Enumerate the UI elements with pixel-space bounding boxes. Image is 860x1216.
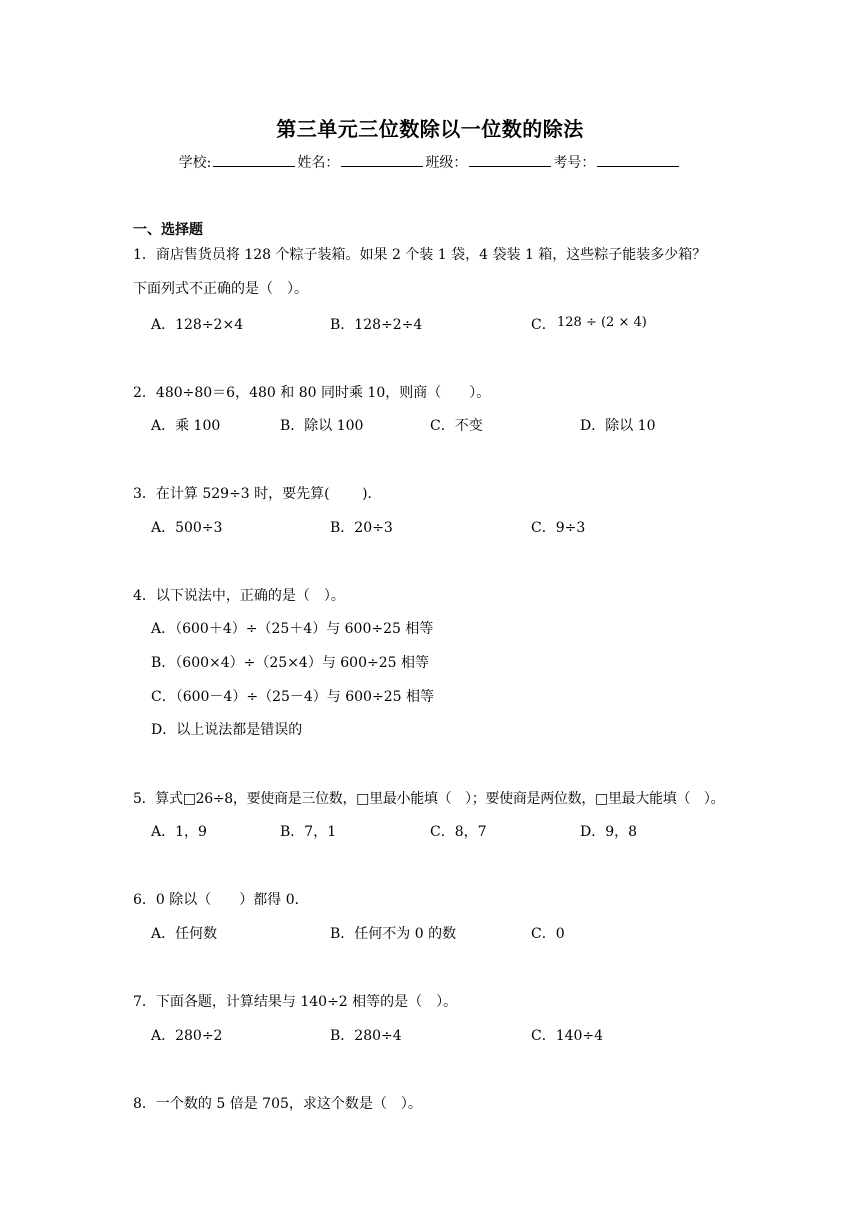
question-6-stem: 6．0 除以（ ）都得 0． bbox=[133, 892, 309, 908]
question-4-option-a: A．（600＋4）÷（25＋4）与 600÷25 相等 bbox=[151, 621, 434, 637]
question-5-option-d: D．9，8 bbox=[580, 824, 638, 840]
question-4-option-c: C．（600－4）÷（25－4）与 600÷25 相等 bbox=[151, 689, 434, 705]
question-3-stem: 3．在计算 529÷3 时，要先算( )． bbox=[133, 486, 382, 502]
name-label: 姓名： bbox=[297, 155, 340, 171]
question-1-option-b: B．128÷2÷4 bbox=[330, 317, 423, 333]
class-blank bbox=[469, 152, 551, 167]
question-3-option-a: A．500÷3 bbox=[151, 520, 223, 536]
question-6-option-c: C．0 bbox=[531, 926, 565, 942]
question-1-option-c-formula: 128 ÷ (2 × 4) bbox=[557, 315, 647, 330]
question-2-stem: 2．480÷80＝6，480 和 80 同时乘 10，则商（ ）。 bbox=[133, 385, 491, 401]
question-2-option-c: C．不变 bbox=[430, 418, 483, 434]
question-5-stem: 5．算式□26÷8，要使商是三位数，□里最小能填（ ）；要使商是两位数，□里最大能填（ ）。 bbox=[133, 791, 725, 807]
question-1-option-a: A．128÷2×4 bbox=[151, 317, 244, 333]
question-1-option-c: C． bbox=[531, 317, 556, 333]
question-5-option-c: C．8，7 bbox=[430, 824, 487, 840]
question-8-stem: 8．一个数的 5 倍是 705，求这个数是（ ）。 bbox=[133, 1096, 422, 1112]
question-3-option-b: B．20÷3 bbox=[330, 520, 393, 536]
question-4-option-b: B．（600×4）÷（25×4）与 600÷25 相等 bbox=[151, 655, 429, 671]
section-title: 一、选择题 bbox=[133, 222, 203, 238]
question-2-option-a: A．乘 100 bbox=[151, 418, 221, 434]
question-7-option-c: C．140÷4 bbox=[531, 1028, 604, 1044]
school-label: 学校: bbox=[178, 155, 212, 171]
question-4-stem: 4．以下说法中，正确的是（ ）。 bbox=[133, 588, 345, 604]
school-blank bbox=[213, 152, 295, 167]
question-6-option-b: B．任何不为 0 的数 bbox=[330, 926, 457, 942]
class-label: 班级： bbox=[425, 155, 468, 171]
page-title: 第三单元三位数除以一位数的除法 bbox=[276, 117, 584, 141]
question-1-stem-2: 下面列式不正确的是（ ）。 bbox=[133, 281, 308, 297]
question-4-option-d: D．以上说法都是错误的 bbox=[151, 722, 303, 738]
question-3-option-c: C．9÷3 bbox=[531, 520, 586, 536]
question-2-option-b: B．除以 100 bbox=[280, 418, 364, 434]
exam-number-blank bbox=[597, 152, 679, 167]
question-1-stem: 1．商店售货员将 128 个粽子装箱。如果 2 个装 1 袋，4 袋装 1 箱，这些粽子能装多少箱？ bbox=[133, 247, 707, 263]
exam-number-label: 考号： bbox=[553, 155, 596, 171]
question-7-stem: 7．下面各题，计算结果与 140÷2 相等的是（ ）。 bbox=[133, 994, 458, 1010]
question-7-option-b: B．280÷4 bbox=[330, 1028, 402, 1044]
question-6-option-a: A．任何数 bbox=[151, 926, 218, 942]
question-5-option-b: B．7，1 bbox=[280, 824, 337, 840]
name-blank bbox=[341, 152, 423, 167]
student-info-line bbox=[0, 152, 860, 172]
question-2-option-d: D．除以 10 bbox=[580, 418, 656, 434]
question-7-option-a: A．280÷2 bbox=[151, 1028, 223, 1044]
question-5-option-a: A．1，9 bbox=[151, 824, 207, 840]
